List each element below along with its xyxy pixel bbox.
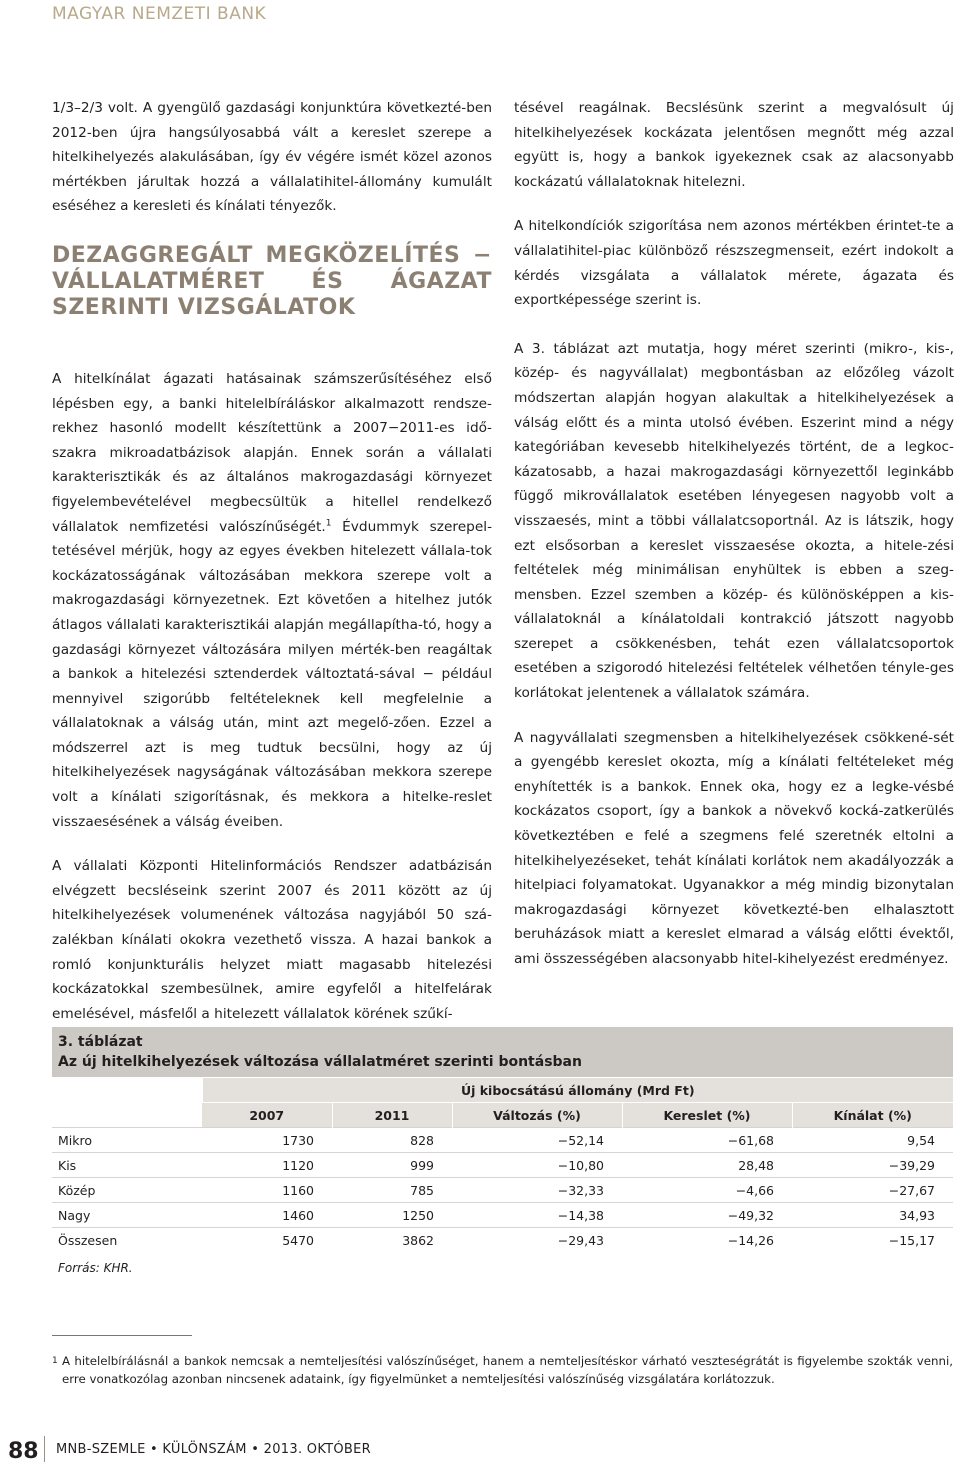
row-label: Mikro [52, 1128, 202, 1153]
table-cell: −52,14 [452, 1128, 622, 1153]
table-cell: −14,26 [622, 1228, 792, 1253]
table-caption [52, 1027, 953, 1077]
table-cell: −29,43 [452, 1228, 622, 1253]
table-source-row [52, 1252, 953, 1280]
table-cell: −27,67 [792, 1178, 953, 1203]
table-cell: 1120 [202, 1153, 332, 1178]
row-label: Kis [52, 1153, 202, 1178]
footer-text: MNB-SZEMLE • KÜLÖNSZÁM • 2013. OKTÓBER [56, 1442, 371, 1457]
table-grid [52, 1077, 953, 1280]
table-cell: 34,93 [792, 1203, 953, 1228]
footnote [52, 1352, 953, 1388]
table-cell: 1730 [202, 1128, 332, 1153]
table-cell: 828 [332, 1128, 452, 1153]
left-column [52, 96, 492, 1026]
row-label: Összesen [52, 1228, 202, 1253]
column-header: 2011 [332, 1103, 452, 1128]
table-cell: −15,17 [792, 1228, 953, 1253]
paragraph: A vállalati Központi Hitelinformációs Rendszer adatbázisán elvégzett becsléseink szerint 2007 és 2011 között az új hitelkihelyezések volumenének változása nagyjából 50 szá-zalékban kínálati okokra vezethető vissza. A hazai bankok a romló konjunkturális helyzet miatt magasabb hitelezési kockázatokkal szembesülnek, amire egyfelől a hitelfelárak emelésével, másfelől a hitelezett vállalatok körének szűkí- [52, 858, 492, 1022]
paragraph: A hitelkínálat ágazati hatásainak számszerűsítéséhez első lépésben egy, a banki hitelelbíráláskor alkalmazott rendsze-rekhez hasonló modellt készítettünk a 2007−2011-es idő-szakra mikroadatbázisok alapján. Ennek során a vállalati karakterisztikák és az általános makrogazdasági környezet figyelembevételével megbecsültük a hitellel rendelkező vállalatok nemfizetési valószínűségét.$^1$ Évdummyk szerepel-tetésével mérjük, hogy az egyes években hitelezett vállala-tok kockázatosságának változásában mekkora szerepe volt a makrogazdasági környezetnek. Ezt követően a hitelhez jutók átlagos vállalati karakterisztikái alapján megállapítha-tó, hogy a gazdasági környezet változására milyen mérték-ben reagáltak a bankok a hitelezési sztenderdek változtatá-sával − például mennyivel szigorúbb feltételeknek kell megfelelnie a vállalatoknak a válság után, mint azt megelő-zően. Ezzel a módszerrel azt is meg tudtuk becsülni, hogy az új hitelkihelyezések nagyságának változásában mekkora szerepe volt a kínálati szigorításnak, és mekkora a hitelke-reslet visszaesésének a válság éveiben. [52, 370, 493, 830]
footnote-ref[interactable]: 1 [325, 517, 332, 528]
footnote-text: A hitelelbírálásnál a bankok nemcsak a nemteljesítési valószínűséget, hanem a nemteljesítéskor várható veszteségrátát is figyelembe szokták venni, erre vonatkozólag azonban nincsenek adataink, így figyelmünket a nemteljesítési valószínűség vizsgálatára korlátozzuk. [62, 1354, 953, 1386]
row-label: Nagy [52, 1203, 202, 1228]
row-label: Közép [52, 1178, 202, 1203]
paragraph: A nagyvállalati szegmensben a hitelkihelyezések csökkené-sét a gyengébb kereslet okozta, míg a kínálati feltételeket még enyhítették is a bankok. Ennek oka, hogy ez a legke-vésbé kockázatos csoport, így a bankok a növekvő kocká-zatkerülés következtében e felé a szegmens felé szeretnék eltolni a hitelkihelyezéseket, tehát kínálati korlátok nem akadályozzák a hitelpiaci folyamatokat. Ugyanakkor a még mindig bizonytalan makrogazdasági környezet következté-ben elhalasztott beruházások miatt a kereslet elmarad a válság előtti évektől, ami összességében alacsonyabb hitel-kihelyezést eredményez. [514, 729, 954, 967]
table-group-header-row [52, 1078, 953, 1103]
table-header-row [52, 1103, 953, 1128]
table-cell: 785 [332, 1178, 452, 1203]
table-cell: 1250 [332, 1203, 452, 1228]
table-cell: 9,54 [792, 1128, 953, 1153]
table-number: 3. táblázat [58, 1034, 143, 1050]
table-cell: −61,68 [622, 1128, 792, 1153]
table-row [52, 1228, 953, 1253]
column-header: 2007 [202, 1103, 332, 1128]
paragraph: A hitelkondíciók szigorítása nem azonos mértékben érintet-te a vállalatihitel-piac különböző részszegmenseit, ezért indokolt a kérdés vizsgálata a vállalatok mérete, ágazata és exportképessége szerint is. [514, 218, 954, 309]
column-header: Változás (%) [452, 1103, 622, 1128]
table-cell: −39,29 [792, 1153, 953, 1178]
table-cell: −4,66 [622, 1178, 792, 1203]
table-cell: 5470 [202, 1228, 332, 1253]
paragraph: 1/3–2/3 volt. A gyengülő gazdasági konjunktúra következté-ben 2012-ben újra hangsúlyosabbá vált a kereslet szerepe a hitelkihelyezés alakulásában, így év végére ismét közel azonos mértékben járultak hozzá a vállalatihitel-állomány kumulált eséséhez a keresleti és kínálati tényezők. [52, 100, 492, 215]
column-header: Kereslet (%) [622, 1103, 792, 1128]
table-cell: 1460 [202, 1203, 332, 1228]
paragraph: tésével reagálnak. Becslésünk szerint a megvalósult új hitelkihelyezések kockázata jelentősen megnőtt még azzal együtt is, hogy a bankok igyekeznek csak az alacsonyabb kockázatú vállalatoknak hitelezni. [514, 100, 954, 190]
footnote-number: 1 [52, 1356, 58, 1366]
data-table [52, 1027, 953, 1280]
table-row [52, 1203, 953, 1228]
section-heading: DEZAGGREGÁLT MEGKÖZELÍTÉS − VÁLLALATMÉRET ÉS ÁGAZAT SZERINTI VIZSGÁLATOK [52, 242, 492, 320]
column-group-header: Új kibocsátású állomány (Mrd Ft) [202, 1078, 953, 1103]
table-cell: −49,32 [622, 1203, 792, 1228]
table-cell: −10,80 [452, 1153, 622, 1178]
table-cell: 999 [332, 1153, 452, 1178]
footnote-divider [52, 1335, 192, 1336]
paragraph: A 3. táblázat azt mutatja, hogy méret szerinti (mikro-, kis-, közép- és nagyvállalat) megbontásban az előzőleg vázolt módszertan alapján hogyan alakultak a hitelkihelyezések a válság előtt és a minta utolsó évében. Eszerint mind a négy kategóriában kevesebb hitelkihelyezés történt, de a legkoc-kázatosabb, a hazai makrogazdasági környezettől leginkább függő mikrovállalatok esetében lényegesen nagyobb volt a visszaesés, mint a többi vállalatcsoportnál. Az is látszik, hogy ezt elsősorban a kereslet visszaesése okozta, a hitele-zési feltételek még minimálisan enyhültek is ebben a szeg-mensben. Ezzel szemben a közép- és különösképpen a kis-vállalatoknál a kínálatoldali kontrakció játszott nagyobb szerepet a csökkenésben, tehát ezen vállalatcsoportok esetében a szigorodó hitelezési feltételek vélhetően tényle-ges korlátokat jelentenek a vállalatok számára. [514, 340, 954, 702]
table-cell: −32,33 [452, 1178, 622, 1203]
table-row [52, 1128, 953, 1153]
page-number: 88 [8, 1439, 39, 1464]
table-cell: 28,48 [622, 1153, 792, 1178]
table-cell: −14,38 [452, 1203, 622, 1228]
table-cell: 1160 [202, 1178, 332, 1203]
right-column [514, 96, 954, 972]
table-row [52, 1178, 953, 1203]
footer-divider [44, 1436, 45, 1462]
table-title: Az új hitelkihelyezések változása vállalatméret szerinti bontásban [58, 1054, 582, 1070]
column-header: Kínálat (%) [792, 1103, 953, 1128]
table-row [52, 1153, 953, 1178]
publisher-header: MAGYAR NEMZETI BANK [52, 4, 267, 24]
table-source: Forrás: KHR. [58, 1261, 133, 1275]
table-cell: 3862 [332, 1228, 452, 1253]
